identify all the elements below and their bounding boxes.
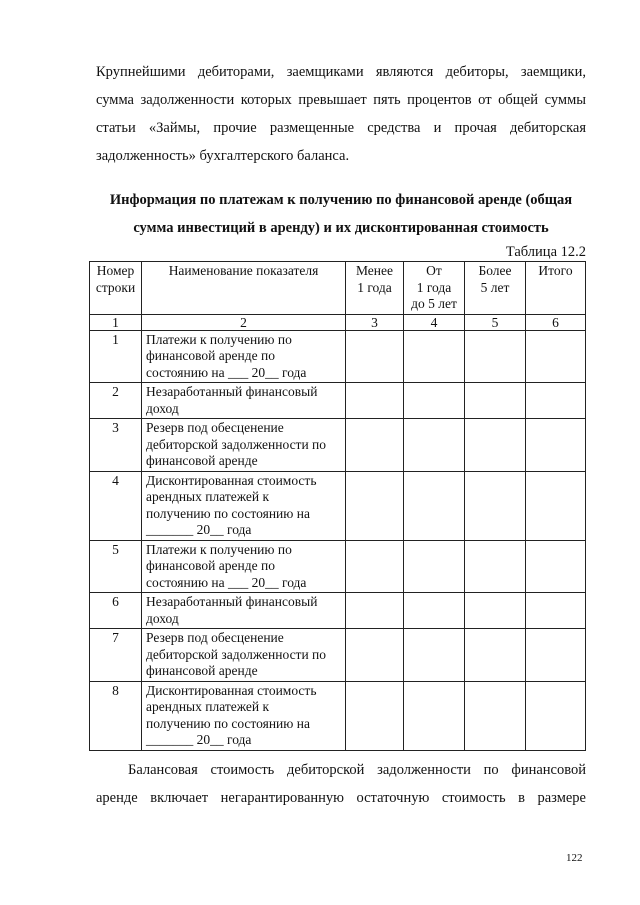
value-cell <box>346 419 404 472</box>
value-cell <box>465 471 526 540</box>
closing-line: Балансовая стоимость дебиторской задолженности по финансовой <box>128 762 586 778</box>
column-number: 6 <box>526 314 586 330</box>
value-cell <box>526 540 586 593</box>
column-number: 3 <box>346 314 404 330</box>
table-row <box>90 593 586 629</box>
indicator-name-line: финансовой аренде по <box>146 348 275 363</box>
value-cell <box>465 383 526 419</box>
value-cell <box>404 540 465 593</box>
closing-line: аренде включает негарантированную остаточную стоимость в размере <box>96 790 586 806</box>
intro-line: сумма задолженности которых превышает пять процентов от общей суммы <box>96 92 586 108</box>
indicator-name <box>142 471 346 540</box>
table-heading <box>96 186 586 242</box>
column-number: 4 <box>404 314 465 330</box>
table-row <box>90 629 586 682</box>
indicator-name-line: _______ 20__ года <box>146 732 252 747</box>
intro-line: задолженность» бухгалтерского баланса. <box>96 148 350 164</box>
indicator-name <box>142 593 346 629</box>
value-cell <box>346 629 404 682</box>
table-row <box>90 383 586 419</box>
value-cell <box>526 419 586 472</box>
value-cell <box>346 330 404 383</box>
indicator-name <box>142 330 346 383</box>
indicator-name <box>142 383 346 419</box>
value-cell <box>465 419 526 472</box>
indicator-name-line: финансовой аренде <box>146 663 258 678</box>
value-cell <box>404 681 465 750</box>
heading-line: Информация по платежам к получению по финансовой аренде (общая <box>109 192 573 208</box>
row-number: 1 <box>90 330 142 383</box>
indicator-name-line: получению по состоянию на <box>146 715 310 731</box>
value-cell <box>346 681 404 750</box>
table-row <box>90 471 586 540</box>
indicator-name <box>142 681 346 750</box>
value-cell <box>526 330 586 383</box>
indicator-name-line: арендных платежей к <box>146 489 270 504</box>
value-cell <box>465 629 526 682</box>
value-cell <box>404 471 465 540</box>
value-cell <box>465 540 526 593</box>
indicator-name-line: получению по состоянию на <box>146 505 310 521</box>
indicator-name-line: Незаработанный финансовый <box>146 384 318 399</box>
value-cell <box>465 681 526 750</box>
value-cell <box>404 593 465 629</box>
indicator-name-line: дебиторской задолженности по <box>146 436 327 452</box>
header-cell: Номер строки <box>90 262 142 315</box>
closing-paragraph <box>96 756 586 812</box>
column-number: 1 <box>90 314 142 330</box>
indicator-name-line: Резерв под обесценение <box>146 420 284 435</box>
indicator-name-line: финансовой аренде <box>146 453 258 468</box>
header-row <box>90 262 586 315</box>
indicator-name-line: Платежи к получению по <box>146 541 292 557</box>
column-number: 2 <box>142 314 346 330</box>
table-row <box>90 540 586 593</box>
value-cell <box>404 383 465 419</box>
table-row <box>90 681 586 750</box>
indicator-name-line: Резерв под обесценение <box>146 630 284 645</box>
value-cell <box>526 629 586 682</box>
finance-lease-table <box>89 261 586 751</box>
indicator-name-line: доход <box>146 610 179 626</box>
value-cell <box>465 593 526 629</box>
indicator-name-line: Незаработанный финансовый <box>146 594 318 609</box>
indicator-name-line: арендных платежей к <box>146 699 270 714</box>
heading-line: сумма инвестиций в аренду) и их дисконтированная стоимость <box>133 220 549 236</box>
indicator-name <box>142 540 346 593</box>
indicator-name-line: Дисконтированная стоимость <box>146 472 317 488</box>
indicator-name-line: состоянию на ___ 20__ года <box>146 574 307 590</box>
column-number-row <box>90 314 586 330</box>
header-cell: Менее 1 года <box>346 262 404 315</box>
row-number: 8 <box>90 681 142 750</box>
indicator-name-line: состоянию на ___ 20__ года <box>146 364 307 380</box>
row-number: 5 <box>90 540 142 593</box>
row-number: 7 <box>90 629 142 682</box>
page-number: 122 <box>566 852 583 864</box>
header-cell: Итого <box>526 262 586 315</box>
row-number: 3 <box>90 419 142 472</box>
table-caption: Таблица 12.2 <box>505 244 586 260</box>
header-cell: Наименование показателя <box>142 262 346 315</box>
value-cell <box>526 593 586 629</box>
indicator-name-line: дебиторской задолженности по <box>146 646 327 662</box>
indicator-name-line: _______ 20__ года <box>146 522 252 537</box>
indicator-name <box>142 629 346 682</box>
value-cell <box>404 629 465 682</box>
table-row <box>90 419 586 472</box>
table-row <box>90 330 586 383</box>
intro-line: статьи «Займы, прочие размещенные средства и прочая дебиторская <box>96 120 586 136</box>
row-number: 6 <box>90 593 142 629</box>
indicator-name-line: Платежи к получению по <box>146 331 292 347</box>
value-cell <box>465 330 526 383</box>
header-cell: От 1 года до 5 лет <box>404 262 465 315</box>
header-cell: Более 5 лет <box>465 262 526 315</box>
column-number: 5 <box>465 314 526 330</box>
value-cell <box>346 540 404 593</box>
intro-line: Крупнейшими дебиторами, заемщиками являются дебиторы, заемщики, <box>96 64 586 80</box>
value-cell <box>346 383 404 419</box>
indicator-name <box>142 419 346 472</box>
value-cell <box>404 419 465 472</box>
indicator-name-line: Дисконтированная стоимость <box>146 682 317 698</box>
intro-paragraph <box>96 58 586 170</box>
indicator-name-line: доход <box>146 400 179 416</box>
value-cell <box>526 681 586 750</box>
value-cell <box>346 593 404 629</box>
value-cell <box>404 330 465 383</box>
indicator-name-line: финансовой аренде по <box>146 558 275 573</box>
row-number: 2 <box>90 383 142 419</box>
value-cell <box>346 471 404 540</box>
value-cell <box>526 383 586 419</box>
row-number: 4 <box>90 471 142 540</box>
value-cell <box>526 471 586 540</box>
